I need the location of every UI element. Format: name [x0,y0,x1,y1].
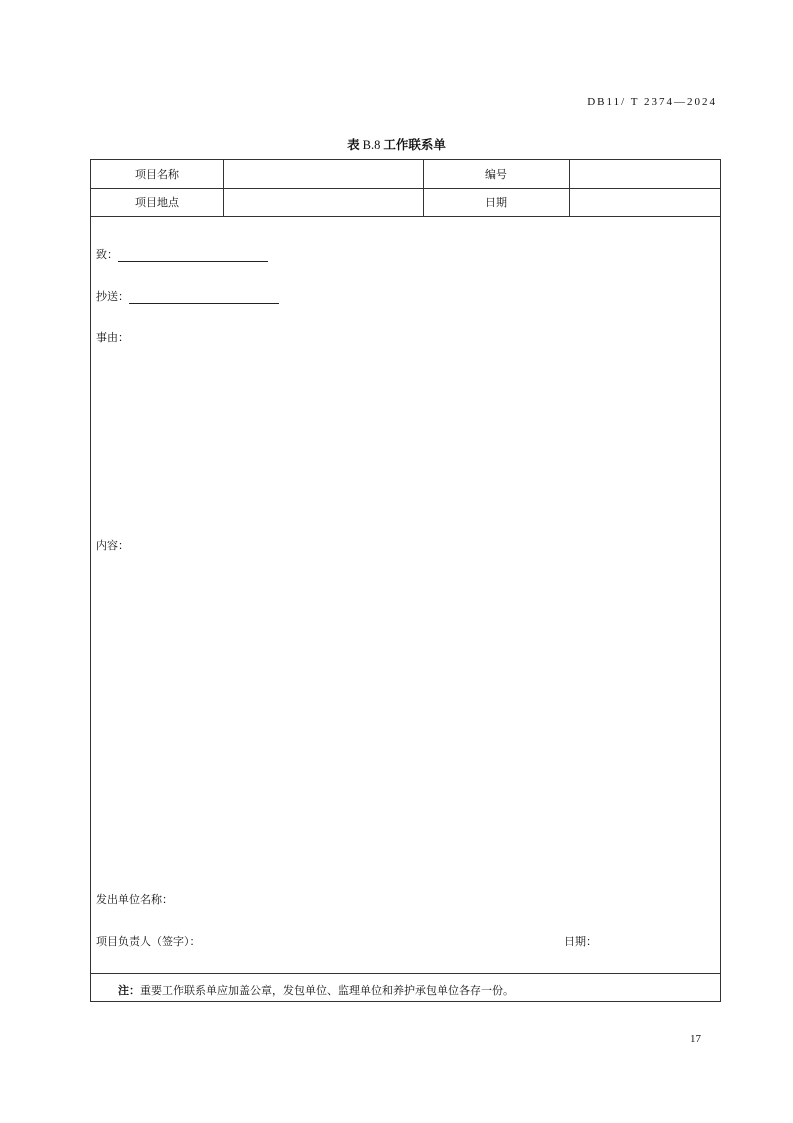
date-label: 日期 [485,196,507,209]
project-name-label: 项目名称 [135,168,179,181]
serial-number-label: 编号 [485,168,507,181]
sign-date-label: 日期： [564,935,597,948]
content-label: 内容： [96,539,129,552]
cc-input-line[interactable] [129,291,279,304]
manager-signature-label: 项目负责人（签字）： [96,935,201,948]
serial-number-field[interactable] [569,160,721,188]
note-text: 重要工作联系单应加盖公章，发包单位、监理单位和养护承包单位各存一份。 [140,984,514,997]
issuer-label: 发出单位名称： [96,893,173,906]
contact-form-table [90,159,721,1002]
page-number: 17 [690,1033,701,1045]
cc-label: 抄送： [96,290,129,303]
cc-line [96,288,279,304]
to-line [96,246,268,262]
table-title-name: 工作联系单 [383,137,446,152]
note-prefix: 注： [118,984,140,997]
table-title-prefix: 表 [347,137,360,152]
to-label: 致： [96,248,118,261]
row-divider [91,216,720,217]
reason-label: 事由： [96,331,129,344]
date-field[interactable] [569,188,721,216]
project-name-field[interactable] [223,160,423,188]
to-input-line[interactable] [118,249,268,262]
note-divider [91,973,720,974]
table-title [0,135,793,153]
project-location-label: 项目地点 [135,196,179,209]
table-title-number: B.8 [362,138,381,152]
standard-code: DB11/ T 2374—2024 [587,96,717,108]
project-location-field[interactable] [223,188,423,216]
table-note [118,982,514,998]
